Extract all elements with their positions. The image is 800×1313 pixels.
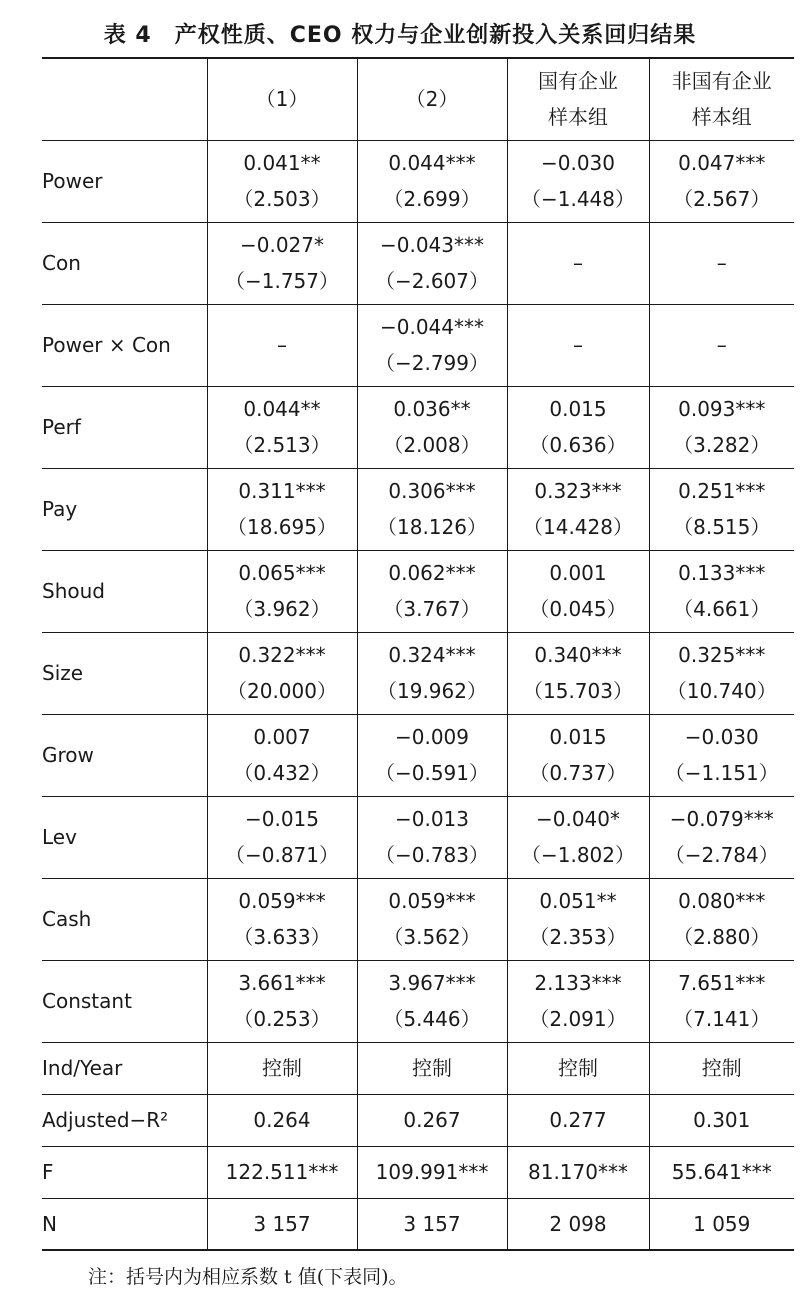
coefficient-value: 控制 — [262, 1056, 302, 1080]
variable-label: Pay — [42, 468, 207, 550]
table-cell — [357, 304, 507, 386]
t-statistic: （−1.802） — [520, 843, 635, 867]
header-cell-2 — [357, 58, 507, 140]
header-cell-4 — [649, 58, 794, 140]
coefficient-value: 3.661*** — [238, 971, 326, 995]
t-statistic: （0.636） — [529, 433, 627, 457]
coefficient-value: – — [716, 333, 727, 357]
table-row — [42, 796, 794, 878]
variable-label: N — [42, 1198, 207, 1250]
coefficient-value: 3 157 — [253, 1211, 311, 1236]
coefficient-value: −0.009 — [394, 725, 469, 749]
header-line: 国有企业 — [538, 69, 618, 94]
header-line: 样本组 — [691, 105, 752, 130]
variable-label: Power — [42, 140, 207, 222]
coefficient-value: 0.325*** — [678, 643, 766, 667]
coefficient-value: 0.015 — [549, 397, 607, 421]
header-line: （2） — [405, 87, 459, 112]
table-cell — [507, 960, 649, 1042]
table-cell — [507, 304, 649, 386]
table-row — [42, 1198, 794, 1250]
t-statistic: （7.141） — [673, 1007, 771, 1031]
table-row — [42, 468, 794, 550]
table-cell — [207, 632, 357, 714]
t-statistic: （0.253） — [233, 1007, 331, 1031]
t-statistic: （−0.871） — [224, 843, 339, 867]
table-cell — [649, 550, 794, 632]
table-cell — [507, 1094, 649, 1146]
table-cell — [357, 1042, 507, 1094]
header-line: 样本组 — [548, 105, 608, 130]
table-cell — [649, 1146, 794, 1198]
table-cell — [507, 632, 649, 714]
table-cell — [207, 386, 357, 468]
table-cell — [357, 468, 507, 550]
table-title: 表 4 产权性质、CEO 权力与企业创新投入关系回归结果 — [103, 23, 697, 48]
coefficient-value: 控制 — [701, 1056, 742, 1080]
coefficient-value: 0.093*** — [678, 397, 766, 421]
table-cell — [207, 222, 357, 304]
variable-label: Shoud — [42, 550, 207, 632]
table-cell — [357, 1146, 507, 1198]
t-statistic: （14.428） — [523, 515, 633, 539]
table-cell — [649, 222, 794, 304]
table-cell — [357, 878, 507, 960]
t-statistic: （2.353） — [529, 925, 627, 949]
table-body — [42, 140, 794, 1250]
coefficient-value: 2 098 — [549, 1211, 607, 1236]
table-cell — [649, 1042, 794, 1094]
coefficient-value: 0.264 — [253, 1108, 311, 1132]
table-cell — [507, 878, 649, 960]
table-cell — [207, 468, 357, 550]
t-statistic: （2.513） — [233, 433, 331, 457]
t-statistic: （3.962） — [233, 597, 331, 621]
table-cell — [649, 140, 794, 222]
coefficient-value: 0.001 — [549, 561, 607, 585]
table-cell — [207, 1094, 357, 1146]
table-cell — [357, 1094, 507, 1146]
t-statistic: （−2.607） — [374, 269, 489, 293]
coefficient-value: −0.015 — [244, 807, 319, 831]
coefficient-value: – — [277, 333, 287, 357]
t-statistic: （0.045） — [529, 597, 627, 621]
table-row — [42, 878, 794, 960]
coefficient-value: 122.511*** — [225, 1160, 339, 1184]
table-cell — [507, 1146, 649, 1198]
table-cell — [507, 1198, 649, 1250]
coefficient-value: −0.079*** — [669, 807, 774, 831]
header-cell-1 — [207, 58, 357, 140]
coefficient-value: 55.641*** — [671, 1160, 772, 1184]
table-cell — [207, 304, 357, 386]
t-statistic: （−0.783） — [374, 843, 489, 867]
header-cell-corner — [42, 58, 207, 140]
coefficient-value: 0.044*** — [388, 151, 476, 175]
coefficient-value: 3 157 — [403, 1211, 461, 1236]
coefficient-value: 控制 — [412, 1056, 452, 1080]
coefficient-value: 0.041** — [243, 151, 321, 175]
t-statistic: （3.282） — [673, 433, 771, 457]
table-cell — [507, 140, 649, 222]
table-cell — [507, 468, 649, 550]
table-cell — [207, 878, 357, 960]
coefficient-value: 0.015 — [549, 725, 607, 749]
coefficient-value: 0.059*** — [238, 889, 326, 913]
t-statistic: （15.703） — [523, 679, 633, 703]
coefficient-value: 0.047*** — [678, 151, 766, 175]
table-cell — [507, 796, 649, 878]
table-cell — [207, 1042, 357, 1094]
table-cell — [357, 222, 507, 304]
table-cell — [649, 796, 794, 878]
table-row — [42, 550, 794, 632]
variable-label: Grow — [42, 714, 207, 796]
coefficient-value: 3.967*** — [388, 971, 476, 995]
table-cell — [357, 796, 507, 878]
table-cell — [207, 550, 357, 632]
t-statistic: （0.737） — [529, 761, 627, 785]
table-cell — [649, 304, 794, 386]
table-cell — [357, 386, 507, 468]
variable-label: Perf — [42, 386, 207, 468]
t-statistic: （3.767） — [383, 597, 481, 621]
coefficient-value: – — [716, 251, 727, 275]
t-statistic: （−0.591） — [374, 761, 489, 785]
table-cell — [649, 878, 794, 960]
coefficient-value: 0.062*** — [388, 561, 476, 585]
coefficient-value: −0.013 — [394, 807, 469, 831]
table-cell — [207, 960, 357, 1042]
coefficient-value: −0.030 — [540, 151, 615, 175]
variable-label: Adjusted−R² — [42, 1094, 207, 1146]
table-cell — [649, 386, 794, 468]
table-row — [42, 140, 794, 222]
t-statistic: （−2.784） — [664, 843, 779, 867]
t-statistic: （2.699） — [383, 187, 481, 211]
table-cell — [649, 714, 794, 796]
coefficient-value: 81.170*** — [528, 1160, 628, 1184]
coefficient-value: 0.065*** — [238, 561, 326, 585]
variable-label: Constant — [42, 960, 207, 1042]
coefficient-value: 控制 — [558, 1056, 598, 1080]
table-cell — [507, 222, 649, 304]
variable-label: F — [42, 1146, 207, 1198]
coefficient-value: −0.043*** — [379, 233, 484, 257]
t-statistic: （4.661） — [673, 597, 771, 621]
coefficient-value: 1 059 — [693, 1211, 751, 1236]
table-row — [42, 1146, 794, 1198]
variable-label: Power × Con — [42, 304, 207, 386]
table-cell — [507, 714, 649, 796]
table-cell — [207, 140, 357, 222]
table-cell — [507, 386, 649, 468]
t-statistic: （2.567） — [673, 187, 771, 211]
table-cell — [207, 1198, 357, 1250]
t-statistic: （−1.151） — [664, 761, 779, 785]
table-cell — [357, 960, 507, 1042]
t-statistic: （3.633） — [233, 925, 331, 949]
t-statistic: （19.962） — [377, 679, 487, 703]
table-row — [42, 304, 794, 386]
coefficient-value: 0.324*** — [388, 643, 476, 667]
coefficient-value: 0.080*** — [678, 889, 766, 913]
coefficient-value: 0.323*** — [534, 479, 622, 503]
coefficient-value: 0.007 — [253, 725, 311, 749]
coefficient-value: 0.301 — [693, 1108, 751, 1132]
coefficient-value: 0.277 — [549, 1108, 607, 1132]
coefficient-value: 0.311*** — [238, 479, 326, 503]
table-note: 注：括号内为相应系数 t 值(下表同)。 — [88, 1266, 408, 1288]
coefficient-value: 7.651*** — [678, 971, 766, 995]
t-statistic: （2.880） — [673, 925, 771, 949]
coefficient-value: −0.027* — [239, 233, 324, 257]
coefficient-value: 0.267 — [403, 1108, 461, 1132]
table-cell — [649, 632, 794, 714]
t-statistic: （0.432） — [233, 761, 331, 785]
t-statistic: （3.562） — [383, 925, 481, 949]
table-row — [42, 386, 794, 468]
coefficient-value: 109.991*** — [375, 1160, 489, 1184]
table-cell — [649, 1094, 794, 1146]
coefficient-value: 0.059*** — [388, 889, 476, 913]
coefficient-value: 0.036** — [393, 397, 471, 421]
table-row — [42, 960, 794, 1042]
t-statistic: （2.091） — [529, 1007, 627, 1031]
coefficient-value: 0.044** — [243, 397, 321, 421]
t-statistic: （2.503） — [233, 187, 331, 211]
table-row — [42, 1042, 794, 1094]
t-statistic: （5.446） — [383, 1007, 481, 1031]
table-row — [42, 1094, 794, 1146]
t-statistic: （10.740） — [666, 679, 777, 703]
t-statistic: （−1.757） — [224, 269, 339, 293]
coefficient-value: 2.133*** — [534, 971, 622, 995]
coefficient-value: −0.030 — [684, 725, 759, 749]
header-cell-3 — [507, 58, 649, 140]
t-statistic: （−2.799） — [374, 351, 489, 375]
table-cell — [357, 714, 507, 796]
t-statistic: （−1.448） — [520, 187, 635, 211]
header-line: 非国有企业 — [671, 69, 772, 94]
header-row — [42, 58, 794, 140]
table-cell — [207, 796, 357, 878]
table-row — [42, 632, 794, 714]
table-row — [42, 714, 794, 796]
table-cell — [507, 550, 649, 632]
coefficient-value: 0.340*** — [534, 643, 622, 667]
coefficient-value: – — [573, 251, 583, 275]
t-statistic: （18.695） — [227, 515, 337, 539]
coefficient-value: – — [573, 333, 583, 357]
table-header — [42, 58, 794, 140]
variable-label: Ind/Year — [42, 1042, 207, 1094]
coefficient-value: 0.306*** — [388, 479, 476, 503]
table-cell — [207, 714, 357, 796]
t-statistic: （18.126） — [377, 515, 487, 539]
t-statistic: （20.000） — [227, 679, 337, 703]
table-cell — [357, 1198, 507, 1250]
variable-label: Lev — [42, 796, 207, 878]
table-cell — [649, 960, 794, 1042]
variable-label: Cash — [42, 878, 207, 960]
table-cell — [357, 632, 507, 714]
coefficient-value: −0.044*** — [379, 315, 484, 339]
regression-table — [42, 57, 794, 1251]
table-cell — [207, 1146, 357, 1198]
table-cell — [507, 1042, 649, 1094]
coefficient-value: −0.040* — [535, 807, 620, 831]
header-line: （1） — [255, 87, 309, 112]
variable-label: Size — [42, 632, 207, 714]
table-cell — [357, 550, 507, 632]
t-statistic: （2.008） — [383, 433, 481, 457]
coefficient-value: 0.051** — [539, 889, 617, 913]
variable-label: Con — [42, 222, 207, 304]
coefficient-value: 0.251*** — [678, 479, 766, 503]
coefficient-value: 0.322*** — [238, 643, 326, 667]
table-cell — [649, 1198, 794, 1250]
table-row — [42, 222, 794, 304]
coefficient-value: 0.133*** — [678, 561, 766, 585]
table-cell — [649, 468, 794, 550]
table-cell — [357, 140, 507, 222]
t-statistic: （8.515） — [673, 515, 771, 539]
